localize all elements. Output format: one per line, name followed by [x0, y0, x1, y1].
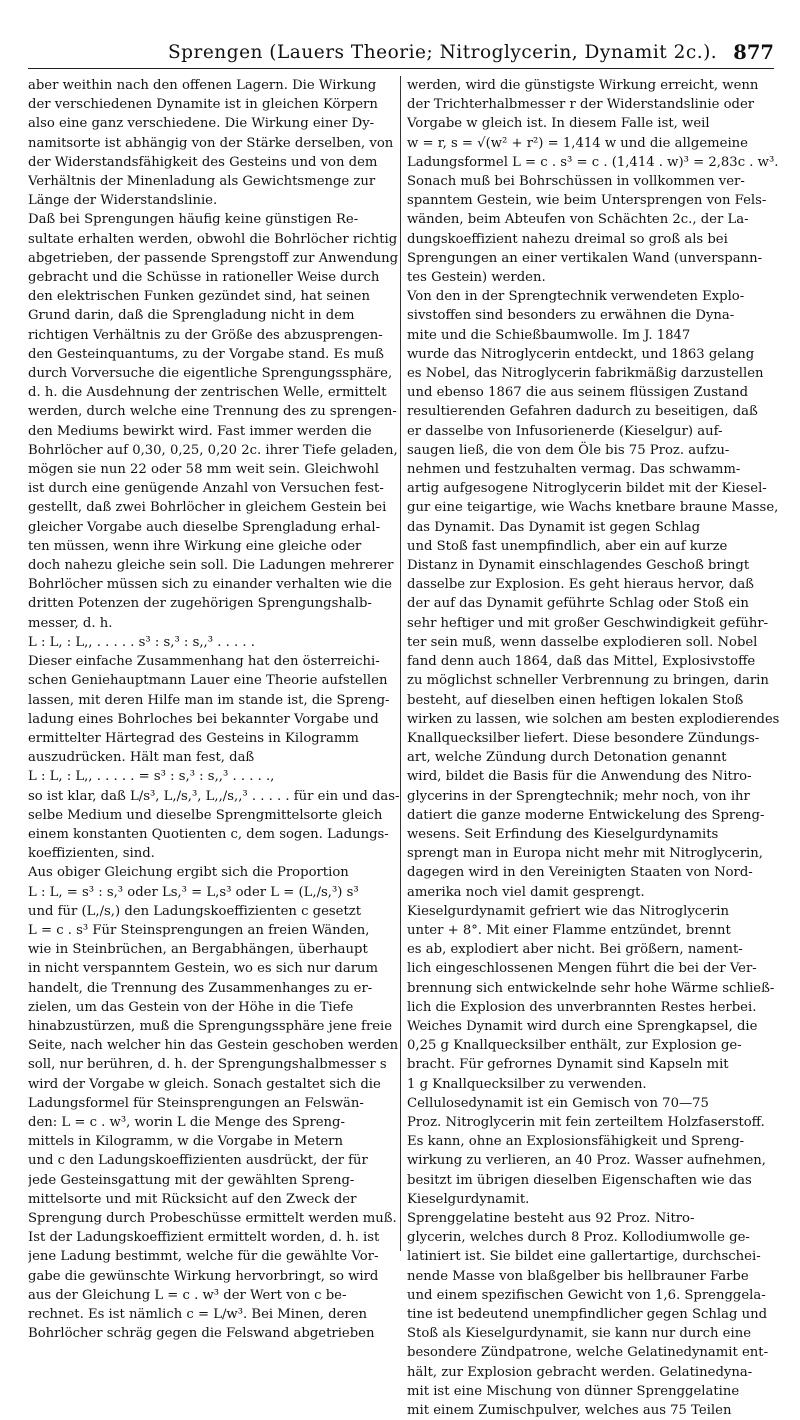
text-line: also eine ganz verschiedene. Die Wirkung einer Dy- — [28, 116, 375, 132]
page-number: 877 — [733, 41, 774, 64]
text-line: artig aufgesogene Nitroglycerin bildet mit der Kiesel- — [407, 481, 767, 497]
text-line: brennung sich entwickelnde sehr hohe Wärme schließ- — [407, 980, 775, 996]
text-line: wirkung zu verlieren, an 40 Proz. Wasser aufnehmen, — [407, 1153, 766, 1169]
text-line: zu möglichst schneller Verbrennung zu bringen, darin — [407, 673, 769, 689]
text-line: ten müssen, wenn ihre Wirkung eine gleiche oder — [28, 538, 362, 554]
text-line: Ist der Ladungskoeffizient ermittelt worden, d. h. ist — [28, 1230, 380, 1246]
text-line: der Widerstandsfähigkeit des Gesteins und von dem — [28, 154, 378, 170]
text-line: aus der Gleichung L = c . w³ der Wert von c be- — [28, 1287, 347, 1303]
text-line: ter sein muß, wenn dasselbe explodieren soll. Nobel — [407, 634, 758, 650]
text-line: amerika noch viel damit gesprengt. — [407, 884, 645, 900]
text-line: Sonach muß bei Bohrschüssen in vollkommen ver- — [407, 174, 745, 190]
text-line: Bohrlöcher schräg gegen die Felswand abgetrieben — [28, 1326, 375, 1342]
text-line: d. h. die Ausdehnung der zentrischen Welle, ermittelt — [28, 385, 387, 401]
text-line: Verhältnis der Minenladung als Gewichtsmenge zur — [28, 174, 376, 190]
text-line: handelt, die Trennung des Zusammenhanges zu er- — [28, 980, 373, 996]
right-column — [407, 76, 779, 1420]
text-line: und c den Ladungskoeffizienten ausdrückt, der für — [28, 1153, 368, 1169]
text-line: Stoß als Kieselgurdynamit, sie kann nur durch eine — [407, 1326, 751, 1342]
text-line: sivstoffen sind besonders zu erwähnen die Dyna- — [407, 308, 735, 324]
text-line: sehr heftiger und mit großer Geschwindigkeit geführ- — [407, 615, 769, 631]
text-line: Sprenggelatine besteht aus 92 Proz. Nitro- — [407, 1210, 695, 1226]
text-line: Kieselgurdynamit. — [407, 1191, 530, 1207]
text-line: fand denn auch 1864, daß das Mittel, Explosivstoffe — [407, 654, 756, 670]
text-line: aber weithin nach den offenen Lagern. Die Wirkung — [28, 78, 377, 93]
text-line: tes Gestein) werden. — [407, 270, 546, 286]
text-line: Aus obiger Gleichung ergibt sich die Proportion — [28, 865, 349, 881]
text-line: der verschiedenen Dynamite ist in gleichen Körpern — [28, 97, 378, 113]
text-line: den Mediums bewirkt wird. Fast immer werden die — [28, 423, 372, 439]
text-line: auszudrücken. Hält man fest, daß — [28, 750, 255, 766]
text-line: hält, zur Explosion gebracht werden. Gelatinedyna- — [407, 1364, 753, 1380]
text-line: Weiches Dynamit wird durch eine Sprengkapsel, die — [407, 1018, 758, 1034]
text-line: gebracht und die Schüsse in rationeller Weise durch — [28, 270, 380, 286]
text-line: der Trichterhalbmesser r der Widerstandslinie oder — [407, 97, 755, 113]
text-line: dagegen wird in den Vereinigten Staaten von Nord- — [407, 865, 753, 881]
text-line: gabe die gewünschte Wirkung hervorbringt, so wird — [28, 1268, 379, 1284]
text-line: lich eingeschlossenen Mengen führt die bei der Ver- — [407, 961, 757, 977]
text-line: Bohrlöcher auf 0,30, 0,25, 0,20 2c. ihrer Tiefe geladen, — [28, 442, 398, 458]
text-line: jene Ladung bestimmt, welche für die gewählte Vor- — [28, 1249, 379, 1265]
text-line: L : L, : L,, . . . . . = s³ : s,³ : s,,³ . . . . ., — [28, 769, 275, 785]
text-line: und für (L,/s,) den Ladungskoeffizienten c gesetzt — [28, 903, 362, 919]
text-line: art, welche Zündung durch Detonation genannt — [407, 750, 727, 766]
text-line: Ladungsformel L = c . s³ = c . (1,414 . w)³ = 2,83c . w³. — [407, 154, 779, 170]
text-line: Es kann, ohne an Explosionsfähigkeit und Spreng- — [407, 1134, 745, 1150]
text-line: er dasselbe von Infusorienerde (Kieselgur) auf- — [407, 423, 723, 439]
text-line: wesens. Seit Erfindung des Kieselgurdynamits — [407, 826, 719, 842]
text-line: 1 g Knallquecksilber zu verwenden. — [407, 1076, 647, 1092]
text-line: mittels in Kilogramm, w die Vorgabe in Metern — [28, 1134, 343, 1150]
text-line: gleicher Vorgabe auch dieselbe Sprengladung erhal- — [28, 519, 381, 535]
text-line: dasselbe zur Explosion. Es geht hieraus hervor, daß — [407, 577, 754, 593]
text-line: lich die Explosion des unverbrannten Restes herbei. — [407, 999, 757, 1015]
text-line: den: L = c . w³, worin L die Menge des Spreng- — [28, 1114, 345, 1130]
text-line: Vorgabe w gleich ist. In diesem Falle ist, weil — [407, 116, 710, 132]
text-line: Cellulosedynamit ist ein Gemisch von 70—75 — [407, 1095, 709, 1111]
text-line: rechnet. Es ist nämlich c = L/w³. Bei Minen, deren — [28, 1307, 368, 1322]
text-line: besondere Zündpatrone, welche Gelatinedynamit ent- — [407, 1345, 769, 1361]
text-line: Daß bei Sprengungen häufig keine günstigen Re- — [28, 212, 359, 228]
text-line: es Nobel, das Nitroglycerin fabrikmäßig darzustellen — [407, 366, 764, 382]
text-line: mit einem Zumischpulver, welches aus 75 Teilen — [407, 1403, 732, 1419]
text-line: mit ist eine Mischung von dünner Sprenggelatine — [407, 1383, 740, 1399]
text-line: L : L, = s³ : s,³ oder Ls,³ = L,s³ oder L = (L,/s,³) s³ — [28, 884, 359, 900]
text-line: L : L, : L,, . . . . . s³ : s,³ : s,,³ . . . . . — [28, 634, 255, 650]
text-line: tine ist bedeutend unempfindlicher gegen Schlag und — [407, 1307, 768, 1322]
text-line: gestellt, daß zwei Bohrlöcher in gleichem Gestein bei — [28, 500, 387, 516]
text-line: besteht, auf dieselben einen heftigen lokalen Stoß — [407, 692, 744, 708]
running-head: Sprengen (Lauers Theorie; Nitroglycerin, Dynamit 2c.). — [168, 42, 718, 63]
text-line: resultierenden Gefahren dadurch zu beseitigen, daß — [407, 404, 758, 420]
text-line: und ebenso 1867 die aus seinem flüssigen Zustand — [407, 385, 749, 401]
text-line: koeffizienten, sind. — [28, 846, 155, 862]
text-line: Von den in der Sprengtechnik verwendeten Explo- — [407, 289, 745, 305]
text-line: ladung eines Bohrloches bei bekannter Vorgabe und — [28, 711, 379, 727]
text-line: wird der Vorgabe w gleich. Sonach gestaltet sich die — [28, 1076, 381, 1092]
text-line: und einem spezifischen Gewicht von 1,6. Sprenggela- — [407, 1287, 766, 1303]
text-line: unter + 8°. Mit einer Flamme entzündet, brennt — [407, 922, 731, 938]
text-line: sprengt man in Europa nicht mehr mit Nitroglycerin, — [407, 846, 763, 862]
text-line: jede Gesteinsgattung mit der gewählten Spreng- — [28, 1172, 355, 1188]
left-column — [28, 76, 400, 1343]
text-line: den Gesteinquantums, zu der Vorgabe stand. Es muß — [28, 346, 384, 362]
text-line: richtigen Verhältnis zu der Größe des abzusprengen- — [28, 327, 383, 343]
text-line: der auf das Dynamit geführte Schlag oder Stoß ein — [407, 596, 749, 612]
text-line: Bohrlöcher müssen sich zu einander verhalten wie die — [28, 577, 392, 593]
text-line: sultate erhalten werden, obwohl die Bohrlöcher richtig — [28, 231, 398, 247]
text-line: mittelsorte und mit Rücksicht auf den Zweck der — [28, 1191, 357, 1207]
text-line: Seite, nach welcher hin das Gestein geschoben werden — [28, 1038, 399, 1054]
text-line: und Stoß fast unempfindlich, aber ein auf kurze — [407, 538, 728, 554]
text-line: durch Vorversuche die eigentliche Sprengungssphäre, — [28, 366, 393, 382]
text-line: Distanz in Dynamit einschlagendes Geschoß bringt — [407, 558, 750, 574]
text-line: mögen sie nun 22 oder 58 mm weit sein. Gleichwohl — [28, 462, 379, 478]
text-line: nende Masse von blaßgelber bis hellbrauner Farbe — [407, 1268, 749, 1284]
column-divider — [400, 76, 401, 1251]
text-line: Länge der Widerstandslinie. — [28, 193, 218, 209]
text-line: besitzt im übrigen dieselben Eigenschaften wie das — [407, 1172, 752, 1188]
text-line: werden, durch welche eine Trennung des zu sprengen- — [28, 404, 397, 420]
text-line: wurde das Nitroglycerin entdeckt, und 1863 gelang — [407, 346, 755, 362]
text-line: L = c . s³ Für Steinsprengungen an freien Wänden, — [28, 922, 370, 938]
text-line: das Dynamit. Das Dynamit ist gegen Schlag — [407, 519, 701, 535]
text-line: glycerins in der Sprengtechnik; mehr noch, von ihr — [407, 788, 750, 804]
text-line: gur eine teigartige, wie Wachs knetbare braune Masse, — [407, 500, 779, 516]
text-line: wird, bildet die Basis für die Anwendung des Nitro- — [407, 769, 752, 785]
text-line: lassen, mit deren Hilfe man im stande ist, die Spreng- — [28, 692, 390, 708]
text-line: Sprengung durch Probeschüsse ermittelt werden muß. — [28, 1210, 397, 1226]
text-line: dritten Potenzen der zugehörigen Sprengungshalb- — [28, 596, 372, 612]
text-line: latiniert ist. Sie bildet eine gallertartige, durchschei- — [407, 1249, 761, 1265]
text-line: Proz. Nitroglycerin mit fein zerteiltem Holzfaserstoff. — [407, 1114, 765, 1130]
text-line: bracht. Für gefrornes Dynamit sind Kapseln mit — [407, 1057, 729, 1073]
text-line: glycerin, welches durch 8 Proz. Kollodiumwolle ge- — [407, 1230, 750, 1246]
text-line: spanntem Gestein, wie beim Untersprengen von Fels- — [407, 193, 767, 209]
text-line: Kieselgurdynamit gefriert wie das Nitroglycerin — [407, 903, 729, 919]
text-line: wänden, beim Abteufen von Schächten 2c., der La- — [407, 212, 749, 228]
text-line: dungskoeffizient nahezu dreimal so groß als bei — [407, 231, 728, 247]
text-line: 0,25 g Knallquecksilber enthält, zur Explosion ge- — [407, 1038, 742, 1054]
text-line: saugen ließ, die von dem Öle bis 75 Proz. aufzu- — [407, 442, 730, 458]
text-line: in nicht verspanntem Gestein, wo es sich nur darum — [28, 961, 379, 977]
text-line: den elektrischen Funken gezündet sind, hat seinen — [28, 289, 370, 305]
text-line: werden, wird die günstigste Wirkung erreicht, wenn — [407, 78, 759, 93]
text-line: soll, nur berühren, d. h. der Sprengungshalbmesser s — [28, 1057, 387, 1073]
text-line: hinabzustürzen, muß die Sprengungssphäre jene freie — [28, 1018, 393, 1034]
text-line: es ab, explodiert aber nicht. Bei größern, nament- — [407, 942, 743, 958]
text-line: schen Geniehauptmann Lauer eine Theorie aufstellen — [28, 673, 388, 689]
text-line: mite und die Schießbaumwolle. Im J. 1847 — [407, 327, 691, 343]
text-line: w = r, s = √(w² + r²) = 1,414 w und die allgemeine — [407, 135, 748, 151]
text-line: nehmen und festzuhalten vermag. Das schwamm- — [407, 462, 741, 478]
text-line: abgetrieben, der passende Sprengstoff zur Anwendung — [28, 250, 399, 266]
text-line: Dieser einfache Zusammenhang hat den österreichi- — [28, 654, 380, 670]
text-line: wie in Steinbrüchen, an Bergabhängen, überhaupt — [28, 942, 368, 958]
text-line: datiert die ganze moderne Entwickelung des Spreng- — [407, 807, 765, 823]
text-line: ermittelter Härtegrad des Gesteins in Kilogramm — [28, 730, 359, 746]
text-line: doch nahezu gleiche sein soll. Die Ladungen mehrerer — [28, 558, 394, 574]
page-header — [28, 34, 774, 69]
text-line: Knallquecksilber liefert. Diese besondere Zündungs- — [407, 730, 760, 746]
text-line: messer, d. h. — [28, 615, 113, 631]
text-line: zielen, um das Gestein von der Höhe in die Tiefe — [28, 999, 354, 1015]
text-line: Grund darin, daß die Sprengladung nicht in dem — [28, 308, 355, 324]
text-line: wirken zu lassen, wie solchen am besten explodierendes — [407, 711, 779, 727]
text-line: so ist klar, daß L/s³, L,/s,³, L,,/s,,³ . . . . . für ein und das- — [28, 788, 400, 804]
text-line: Ladungsformel für Steinsprengungen an Felswän- — [28, 1095, 364, 1111]
text-line: ist durch eine genügende Anzahl von Versuchen fest- — [28, 481, 384, 497]
text-line: selbe Medium und dieselbe Sprengmittelsorte gleich — [28, 807, 383, 823]
text-line: namitsorte ist abhängig von der Stärke derselben, von — [28, 135, 394, 151]
text-line: einem konstanten Quotienten c, dem sogen. Ladungs- — [28, 826, 389, 842]
text-line: Sprengungen an einer vertikalen Wand (unverspann- — [407, 250, 763, 266]
